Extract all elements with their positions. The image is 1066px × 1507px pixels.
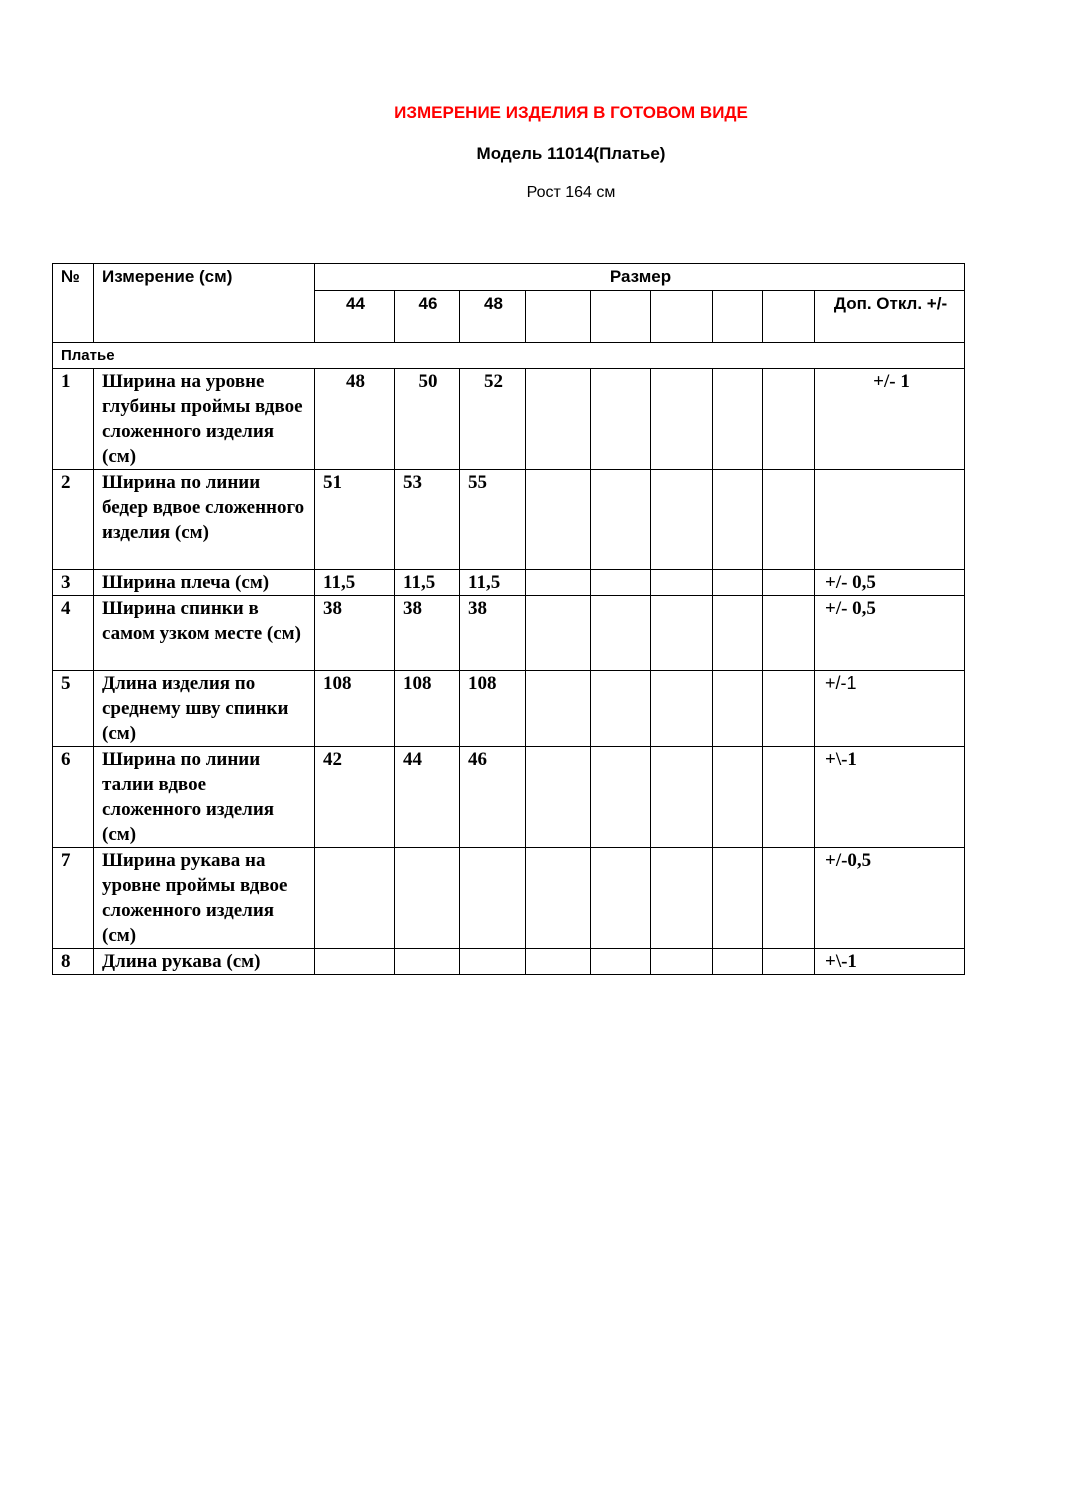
table-row (53, 747, 965, 848)
empty-cell (763, 470, 815, 570)
empty-cell (763, 747, 815, 848)
size-cell: 46 (395, 291, 460, 343)
section-label: Платье (53, 343, 965, 369)
size-cell: 48 (460, 291, 526, 343)
value-cell (315, 949, 395, 975)
empty-cell (591, 369, 651, 470)
row-number: 4 (53, 596, 94, 671)
row-number: 3 (53, 570, 94, 596)
value-cell: 108 (315, 671, 395, 747)
empty-cell (651, 470, 713, 570)
empty-cell (713, 671, 763, 747)
value-cell: 52 (460, 369, 526, 470)
value-cell: 11,5 (460, 570, 526, 596)
empty-cell (651, 671, 713, 747)
table-row (53, 369, 965, 470)
empty-cell (763, 671, 815, 747)
value-cell (460, 848, 526, 949)
empty-cell (763, 570, 815, 596)
empty-cell (713, 369, 763, 470)
empty-cell (763, 848, 815, 949)
value-cell: 38 (460, 596, 526, 671)
row-measurement: Ширина спинки в самом узком месте (см) (94, 596, 315, 671)
table-row (53, 671, 965, 747)
value-cell: 11,5 (315, 570, 395, 596)
row-number: 2 (53, 470, 94, 570)
empty-cell (591, 747, 651, 848)
table-row (53, 848, 965, 949)
empty-cell (591, 596, 651, 671)
row-measurement: Длина рукава (см) (94, 949, 315, 975)
size-cell (651, 291, 713, 343)
value-cell: 38 (395, 596, 460, 671)
row-number: 8 (53, 949, 94, 975)
size-cell (591, 291, 651, 343)
empty-cell (713, 848, 763, 949)
value-cell: 55 (460, 470, 526, 570)
empty-cell (763, 596, 815, 671)
value-cell (460, 949, 526, 975)
empty-cell (651, 596, 713, 671)
value-cell: 50 (395, 369, 460, 470)
empty-cell (651, 570, 713, 596)
size-cell (713, 291, 763, 343)
empty-cell (651, 949, 713, 975)
row-measurement: Ширина на уровне глубины проймы вдвое сложенного изделия (см) (94, 369, 315, 470)
empty-cell (526, 596, 591, 671)
empty-cell (591, 470, 651, 570)
value-cell: 48 (315, 369, 395, 470)
row-measurement: Длина изделия по среднему шву спинки (см) (94, 671, 315, 747)
empty-cell (763, 949, 815, 975)
row-number: 6 (53, 747, 94, 848)
empty-cell (713, 747, 763, 848)
empty-cell (591, 570, 651, 596)
tolerance-cell: +/-1 (815, 671, 965, 747)
model-label: Модель 11014(Платье) (476, 144, 666, 163)
tolerance-cell: +\-1 (815, 949, 965, 975)
empty-cell (526, 671, 591, 747)
header-tolerance: Доп. Откл. +/- (815, 291, 965, 343)
tolerance-cell: +\-1 (815, 747, 965, 848)
row-number: 1 (53, 369, 94, 470)
value-cell: 53 (395, 470, 460, 570)
table-row (53, 596, 965, 671)
value-cell: 46 (460, 747, 526, 848)
value-cell: 11,5 (395, 570, 460, 596)
row-measurement: Ширина плеча (см) (94, 570, 315, 596)
measurement-table (52, 263, 965, 975)
empty-cell (591, 671, 651, 747)
empty-cell (591, 848, 651, 949)
empty-cell (713, 949, 763, 975)
tolerance-cell (815, 470, 965, 570)
header-number: № (53, 264, 94, 343)
empty-cell (713, 570, 763, 596)
empty-cell (763, 369, 815, 470)
tolerance-cell: +/- 1 (815, 369, 965, 470)
value-cell: 108 (460, 671, 526, 747)
value-cell: 38 (315, 596, 395, 671)
empty-cell (526, 949, 591, 975)
empty-cell (713, 470, 763, 570)
table-row (53, 949, 965, 975)
size-cell (526, 291, 591, 343)
header-measurement: Измерение (см) (94, 264, 315, 343)
size-cell (763, 291, 815, 343)
row-number: 7 (53, 848, 94, 949)
empty-cell (526, 570, 591, 596)
tolerance-cell: +/-0,5 (815, 848, 965, 949)
value-cell (395, 949, 460, 975)
value-cell: 51 (315, 470, 395, 570)
row-measurement: Ширина рукава на уровне проймы вдвое сложенного изделия (см) (94, 848, 315, 949)
section-row (53, 343, 965, 369)
row-number: 5 (53, 671, 94, 747)
header-size: Размер (315, 264, 965, 291)
value-cell: 44 (395, 747, 460, 848)
empty-cell (526, 470, 591, 570)
document-title: ИЗМЕРЕНИЕ ИЗДЕЛИЯ В ГОТОВОМ ВИДЕ (394, 103, 748, 122)
value-cell (315, 848, 395, 949)
empty-cell (651, 747, 713, 848)
empty-cell (526, 848, 591, 949)
empty-cell (651, 369, 713, 470)
empty-cell (651, 848, 713, 949)
empty-cell (591, 949, 651, 975)
tolerance-cell: +/- 0,5 (815, 596, 965, 671)
empty-cell (713, 596, 763, 671)
table-row (53, 470, 965, 570)
height-label: Рост 164 см (526, 184, 616, 201)
row-measurement: Ширина по линии бедер вдвое сложенного изделия (см) (94, 470, 315, 570)
empty-cell (526, 747, 591, 848)
size-cell: 44 (315, 291, 395, 343)
table-row (53, 570, 965, 596)
empty-cell (526, 369, 591, 470)
value-cell: 42 (315, 747, 395, 848)
row-measurement: Ширина по линии талии вдвое сложенного изделия (см) (94, 747, 315, 848)
value-cell (395, 848, 460, 949)
tolerance-cell: +/- 0,5 (815, 570, 965, 596)
table-header-row (53, 264, 965, 291)
value-cell: 108 (395, 671, 460, 747)
